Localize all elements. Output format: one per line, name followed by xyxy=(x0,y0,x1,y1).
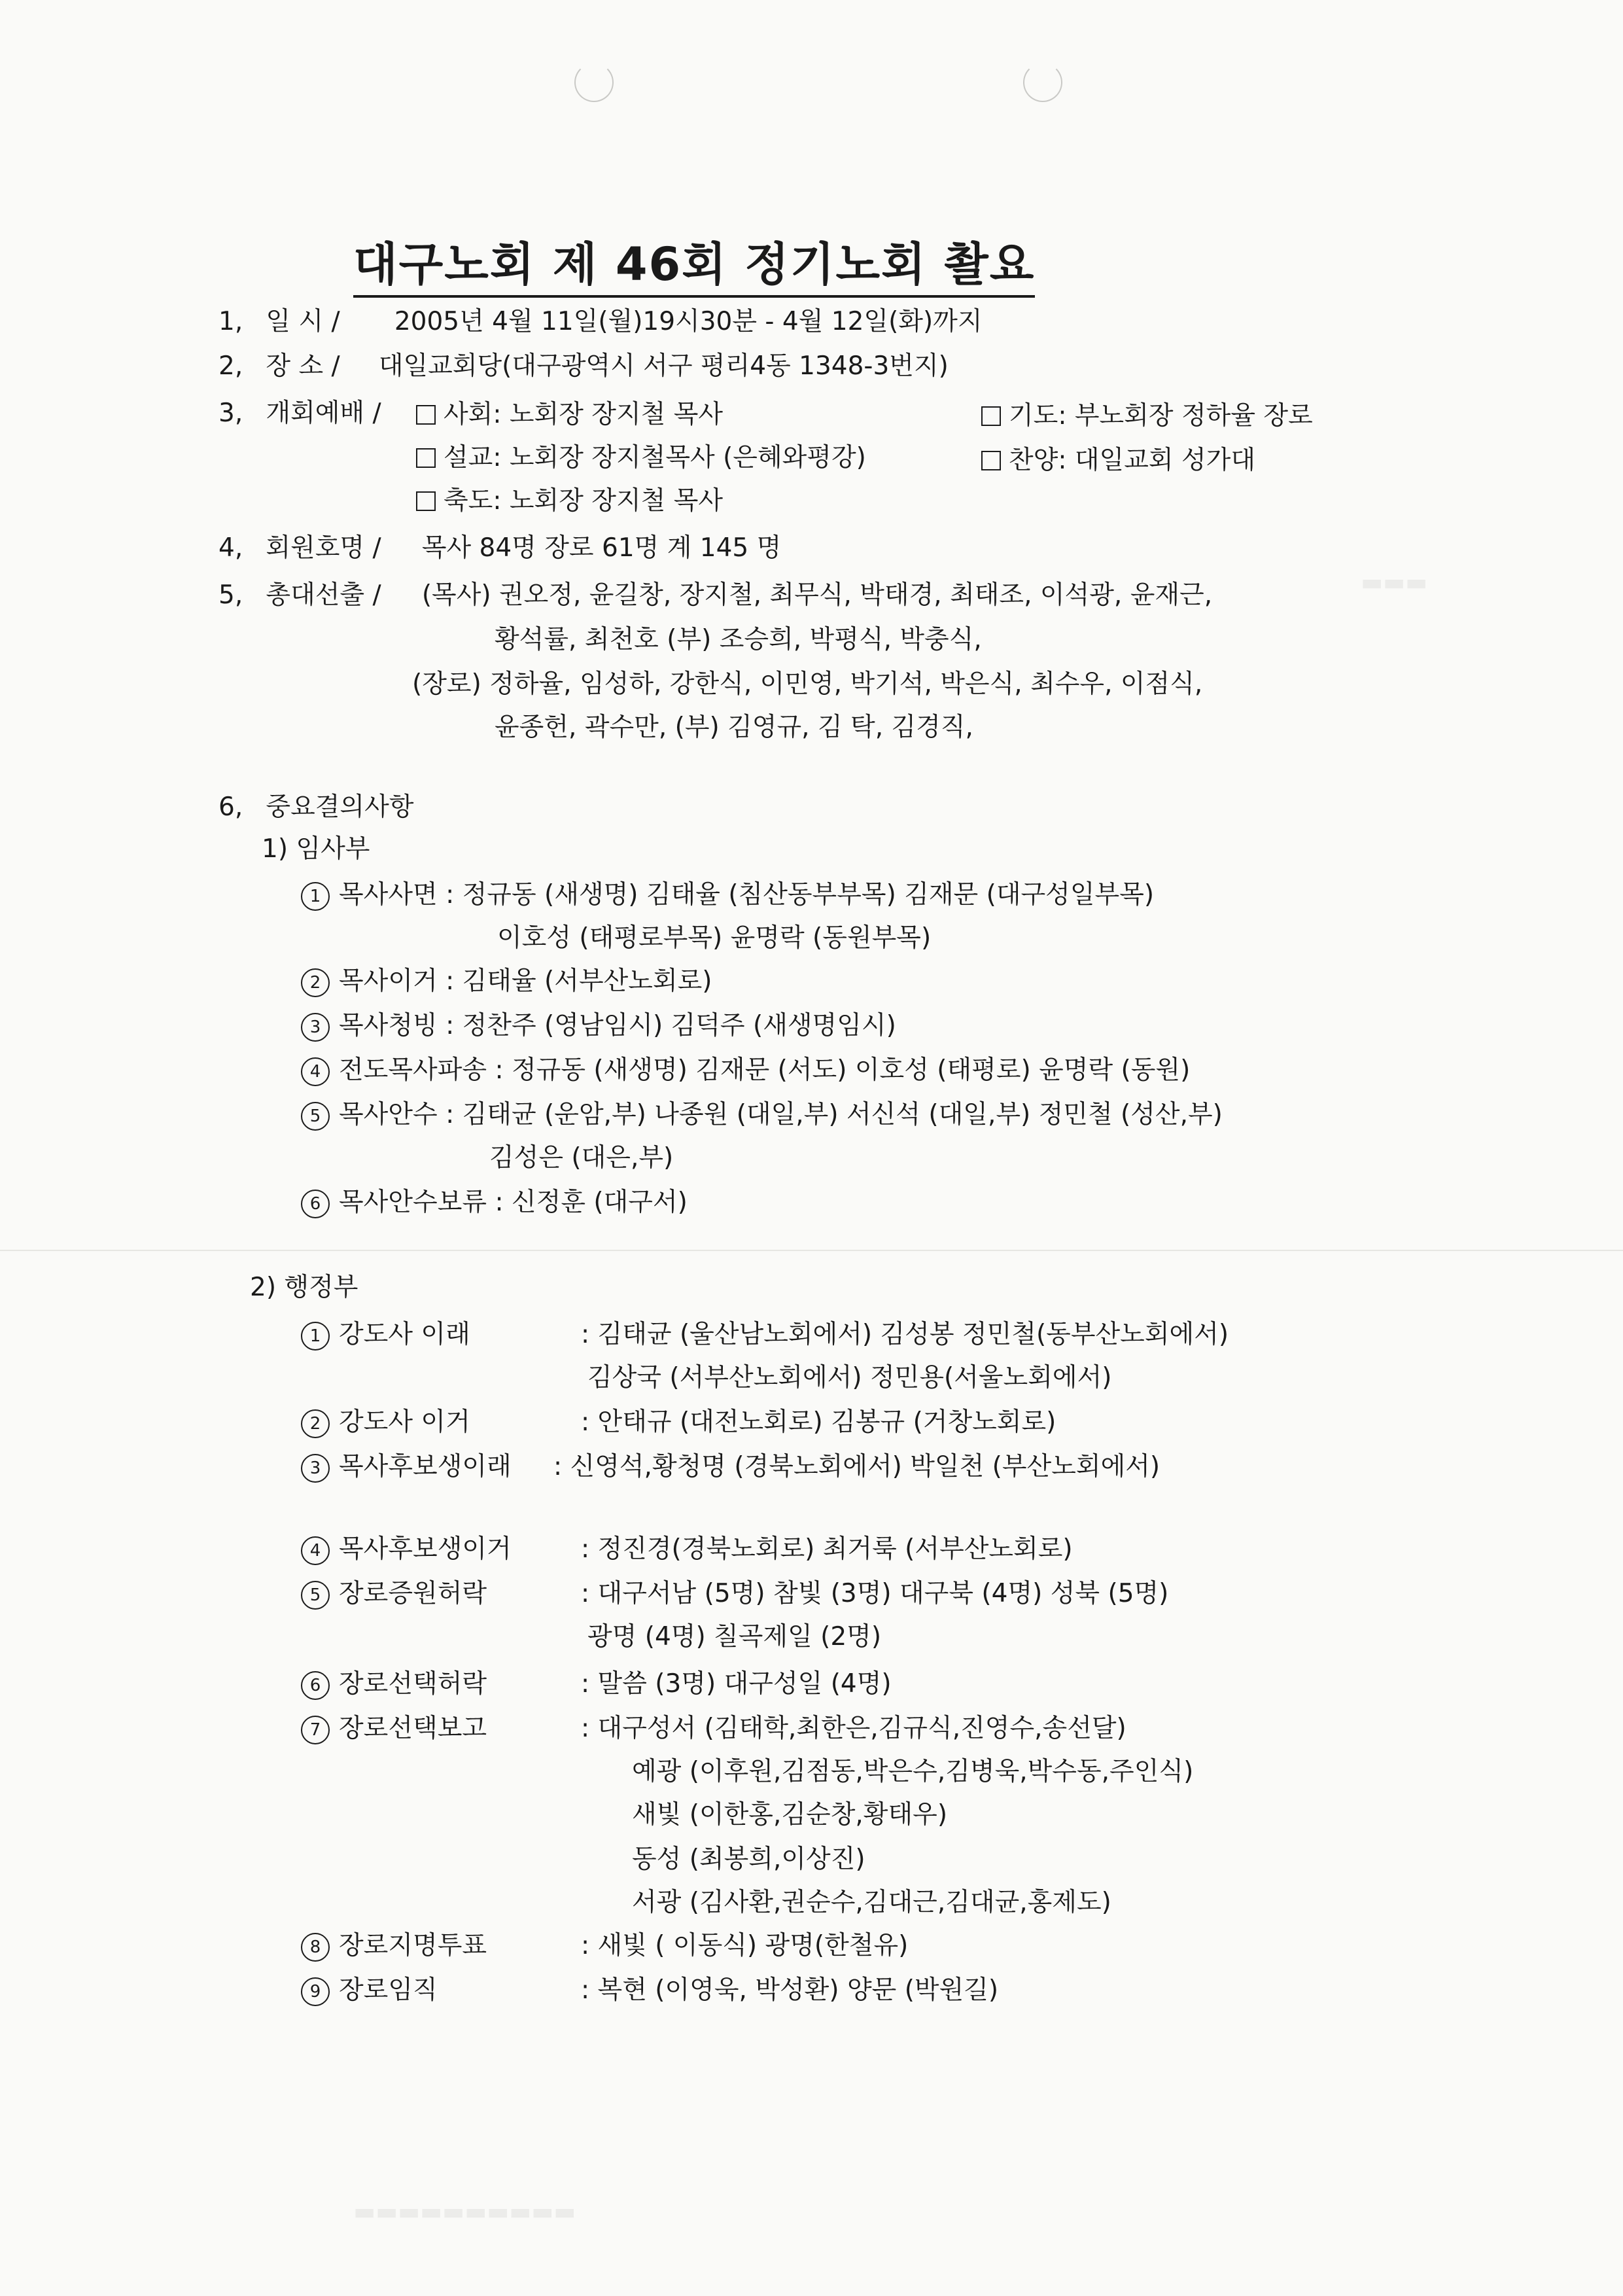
item-number: 5, xyxy=(218,580,243,610)
list-item-cont: 광명 (4명) 칠곡제일 (2명) xyxy=(587,1622,882,1651)
circled-number: 5 xyxy=(301,1102,330,1131)
list-item: 9 장로임직 : 복현 (이영욱, 박성환) 양문 (박원길) xyxy=(301,1975,998,2006)
item-value: 목사 84명 장로 61명 계 145 명 xyxy=(421,533,782,563)
delegates-pastors: (목사) 권오정, 윤길창, 장지철, 최무식, 박태경, 최태조, 이석광, 윤재근, xyxy=(421,580,1213,610)
row-label: 강도사 이래 xyxy=(339,1320,470,1349)
item-place xyxy=(218,351,949,382)
list-item-cont: 예광 (이후원,김점동,박은수,김병욱,박수동,주인식) xyxy=(632,1757,1194,1786)
delegates-elders-cont: 윤종헌, 곽수만, (부) 김영규, 김 탁, 김경직, xyxy=(495,713,973,742)
list-item: 1 강도사 이래 : 김태균 (울산남노회에서) 김성봉 정민철(동부산노회에서) xyxy=(301,1319,1229,1351)
circled-number: 3 xyxy=(301,1454,330,1483)
list-item: 6 목사안수보류 : 신정훈 (대구서) xyxy=(301,1187,688,1218)
list-item: 2 강도사 이거 : 안태규 (대전노회로) 김봉규 (거창노회로) xyxy=(301,1407,1056,1438)
item-number: 4, xyxy=(218,533,243,563)
section-heading-administration: 2) 행정부 xyxy=(250,1273,358,1302)
section-heading-examination: 1) 임사부 xyxy=(262,834,370,864)
item-number: 3, xyxy=(218,398,243,428)
circled-number: 8 xyxy=(301,1933,330,1962)
row-label: 장로선택허락 xyxy=(339,1669,487,1699)
list-item: 5 장로증원허락 : 대구서남 (5명) 참빛 (3명) 대구북 (4명) 성북 (5명) xyxy=(301,1578,1168,1610)
circled-number: 2 xyxy=(301,968,330,997)
page-title: 대구노회 제 46회 정기노회 촬요 xyxy=(353,228,1035,298)
item-label: 개회예배 / xyxy=(266,398,381,428)
circled-number: 3 xyxy=(301,1013,330,1042)
row-label: 장로증원허락 xyxy=(339,1579,487,1608)
item-delegates xyxy=(218,580,1212,611)
list-item: 2 목사이거 : 김태율 (서부산노회로) xyxy=(301,966,712,997)
list-item: 8 장로지명투표 : 새빛 ( 이동식) 광명(한철유) xyxy=(301,1930,908,1962)
item-label: 중요결의사항 xyxy=(266,792,414,822)
row-label: 장로선택보고 xyxy=(339,1714,487,1743)
worship-presider: 사회: 노회장 장지철 목사 xyxy=(416,399,723,431)
list-item: 4 전도목사파송 : 정규동 (새생명) 김재문 (서도) 이호성 (태평로) 윤명락 (동원) xyxy=(301,1055,1190,1086)
bleed-through: ▬▬▬▬▬▬▬▬▬▬ xyxy=(353,2199,576,2225)
circled-number: 4 xyxy=(301,1057,330,1086)
row-label: 목사후보생이래 xyxy=(339,1452,512,1481)
list-item-cont: 동성 (최봉희,이상진) xyxy=(632,1845,865,1874)
list-item-cont: 이호성 (태평로부목) 윤명락 (동원부목) xyxy=(497,923,932,953)
delegates-elders: (장로) 정하율, 임성하, 강한식, 이민영, 박기석, 박은식, 최수우, 이점식, xyxy=(412,669,1203,699)
item-resolutions xyxy=(218,792,413,823)
item-opening-worship xyxy=(218,398,413,429)
delegates-pastors-cont: 황석률, 최천호 (부) 조승희, 박평식, 박충식, xyxy=(495,625,982,654)
punch-hole-left xyxy=(574,63,614,102)
checkbox-icon xyxy=(416,405,436,425)
row-label: 장로지명투표 xyxy=(339,1931,487,1960)
circled-number: 1 xyxy=(301,882,330,911)
circled-number: 6 xyxy=(301,1671,330,1700)
circled-number: 9 xyxy=(301,1977,330,2006)
list-item: 6 장로선택허락 : 말씀 (3명) 대구성일 (4명) xyxy=(301,1669,892,1700)
list-item-cont: 서광 (김사환,권순수,김대근,김대균,홍제도) xyxy=(632,1888,1111,1917)
worship-sermon: 설교: 노회장 장지철목사 (은혜와평강) xyxy=(416,442,866,474)
item-label: 회원호명 / xyxy=(266,533,381,563)
worship-benediction: 축도: 노회장 장지철 목사 xyxy=(416,486,723,517)
item-label: 총대선출 / xyxy=(266,580,381,610)
circled-number: 4 xyxy=(301,1536,330,1565)
circled-number: 7 xyxy=(301,1716,330,1744)
list-item: 1 목사사면 : 정규동 (새생명) 김태율 (침산동부부목) 김재문 (대구성일부목) xyxy=(301,879,1154,911)
row-label: 장로임직 xyxy=(339,1975,438,2005)
circled-number: 5 xyxy=(301,1581,330,1610)
checkbox-icon xyxy=(981,451,1001,470)
list-item: 7 장로선택보고 : 대구성서 (김태학,최한은,김규식,진영수,송선달) xyxy=(301,1713,1126,1744)
circled-number: 1 xyxy=(301,1322,330,1351)
worship-praise: 찬양: 대일교회 성가대 xyxy=(981,445,1255,476)
item-date xyxy=(218,306,983,338)
circled-number: 2 xyxy=(301,1409,330,1438)
item-number: 2, xyxy=(218,351,243,381)
list-item: 5 목사안수 : 김태균 (운암,부) 나종원 (대일,부) 서신석 (대일,부) 정민철 (성산,부) xyxy=(301,1099,1223,1131)
item-number: 1, xyxy=(218,307,243,336)
item-value: 대일교회당(대구광역시 서구 평리4동 1348-3번지) xyxy=(378,351,949,381)
punch-hole-right xyxy=(1023,63,1062,102)
list-item-cont: 김성은 (대은,부) xyxy=(489,1143,674,1173)
checkbox-icon xyxy=(416,448,436,468)
list-item: 3 목사후보생이래 : 신영석,황청명 (경북노회에서) 박일천 (부산노회에서) xyxy=(301,1451,1160,1483)
row-label: 목사후보생이거 xyxy=(339,1534,512,1564)
row-label: 강도사 이거 xyxy=(339,1407,470,1437)
worship-prayer: 기도: 부노회장 정하율 장로 xyxy=(981,400,1313,432)
list-item-cont: 새빛 (이한홍,김순창,황태우) xyxy=(632,1800,948,1829)
circled-number: 6 xyxy=(301,1190,330,1218)
list-item-cont: 김상국 (서부산노회에서) 정민용(서울노회에서) xyxy=(587,1363,1112,1392)
item-number: 6, xyxy=(218,792,243,822)
checkbox-icon xyxy=(416,491,436,511)
list-item: 3 목사청빙 : 정찬주 (영남임시) 김덕주 (새생명임시) xyxy=(301,1010,896,1042)
item-label: 일 시 / xyxy=(266,307,340,336)
item-label: 장 소 / xyxy=(266,351,340,381)
item-roll-call xyxy=(218,533,781,564)
item-value: 2005년 4월 11일(월)19시30분 - 4월 12일(화)까지 xyxy=(394,307,983,336)
list-item: 4 목사후보생이거 : 정진경(경북노회로) 최거룩 (서부산노회로) xyxy=(301,1534,1073,1565)
fold-line xyxy=(0,1250,1623,1251)
bleed-through: ▬▬▬ xyxy=(1361,569,1428,596)
checkbox-icon xyxy=(981,406,1001,426)
